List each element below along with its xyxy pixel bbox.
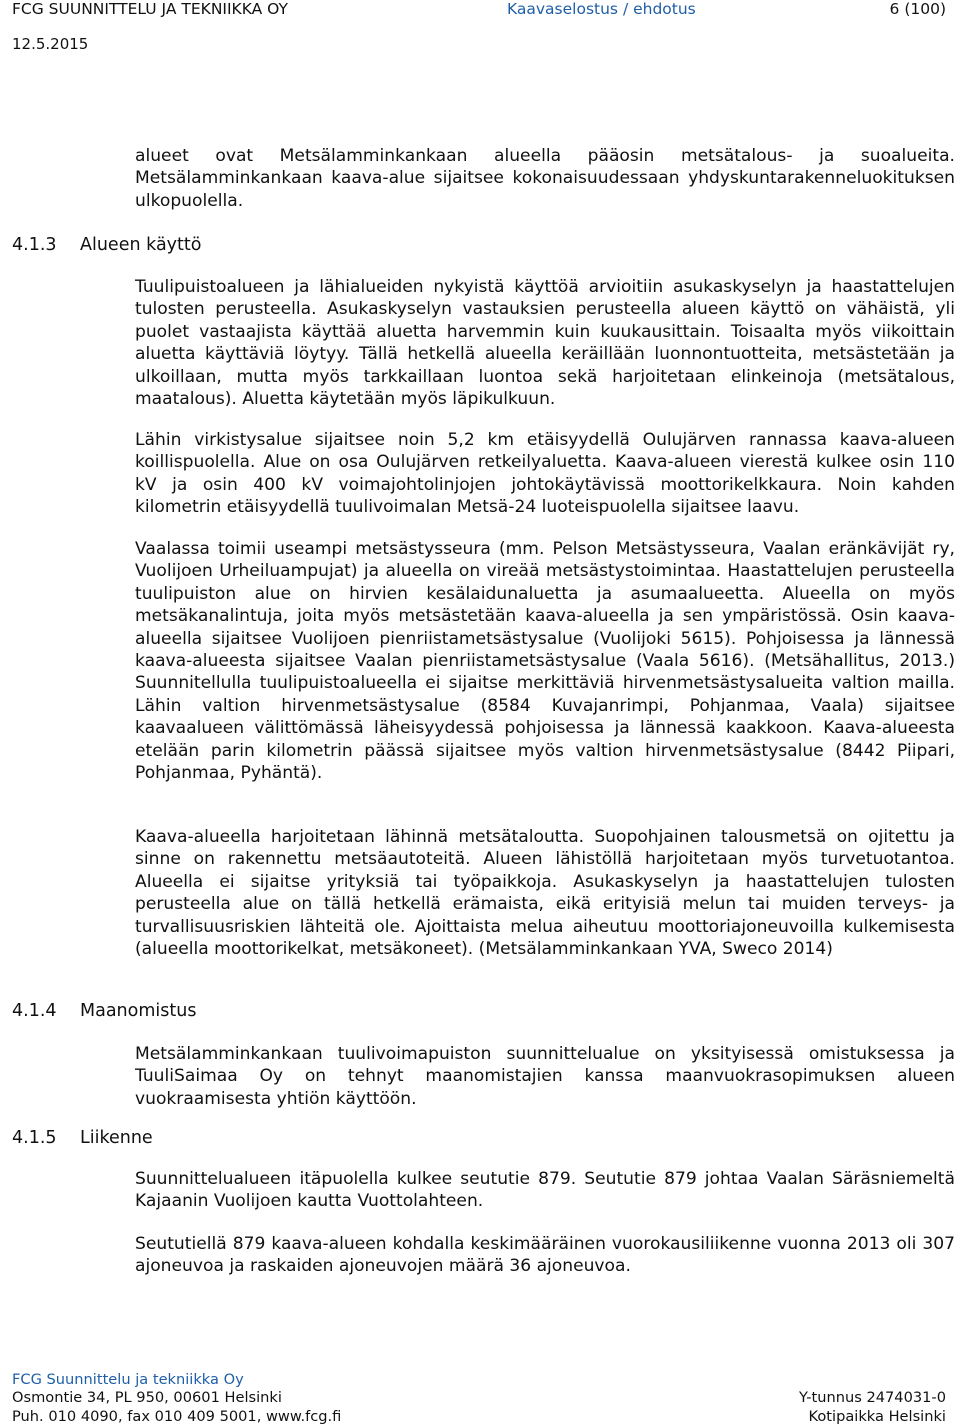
section-title: Maanomistus — [80, 1001, 197, 1021]
section-body-maanomistus — [135, 1043, 955, 1110]
section-number: 4.1.3 — [12, 235, 57, 255]
footer-contact: Puh. 010 4090, fax 010 409 5001, www.fcg.fi — [12, 1407, 342, 1425]
paragraph: Vaalassa toimii useampi metsästysseura (mm. Pelson Metsästysseura, Vaalan eränkävijät ry, Vuolijoen Urheiluampujat) ja alueella on vireää metsästystoimintaa. Haastattelujen perusteella tuulipuiston alue on hirvien kesälaidunaluetta ja asumaalueetta. Alueella on myös metsäkanalintuja, joita myös metsästetään kaava-alueella ja sen ympäristössä. Osin kaava-alueella sijaitsee Vuolijoen pienriistametsästysalue (Vuolijoki 5615). Pohjoisessa ja lännessä kaava-alueesta sijaitsee Vaalan pienriistametsästysalue (Vaala 5616). (Metsähallitus, 2013.) Suunnitellulla tuulipuistoalueella ei sijaitse merkittäviä hirvenmetsästysalueita valtion mailla. Lähin valtion hirvenmetsästysalue (8584 Kuvajanrimpi, Pohjanmaa, Vaala) sijaitsee kaavaalueen välittömässä läheisyydessä pohjoisessa ja lännessä kaakkoon. Kaava-alueesta etelään parin kilometrin päässä sijaitsee myös valtion hirvenmetsästysalue (8442 Piipari, Pohjanmaa, Pyhäntä). — [135, 539, 955, 784]
section-body-alueen-kaytto-3 — [135, 538, 955, 784]
header-page-number: 6 (100) — [889, 0, 946, 18]
header-document-type: Kaavaselostus / ehdotus — [507, 0, 696, 18]
paragraph: Seututiellä 879 kaava-alueen kohdalla keskimääräinen vuorokausiliikenne vuonna 2013 oli 307 ajoneuvoa ja raskaiden ajoneuvojen määrä 36 ajoneuvoa. — [135, 1234, 955, 1277]
footer-address: Osmontie 34, PL 950, 00601 Helsinki — [12, 1389, 282, 1407]
header-organization: FCG SUUNNITTELU JA TEKNIIKKA OY — [12, 0, 288, 18]
section-number: 4.1.4 — [12, 1001, 57, 1021]
paragraph: Suunnittelualueen itäpuolella kulkee seututie 879. Seututie 879 johtaa Vaalan Säräsniemeltä Kajaanin Vuolijoen kautta Vuottolahteen. — [135, 1169, 955, 1212]
footer-domicile: Kotipaikka Helsinki — [808, 1407, 946, 1425]
paragraph: Lähin virkistysalue sijaitsee noin 5,2 km etäisyydellä Oulujärven rannassa kaava-alueen koillispuolella. Alue on osa Oulujärven retkeilyaluetta. Kaava-alueen vierestä kulkee osin 110 kV ja osin 400 kV voimajohtolinjojen johtokäytävissä moottorikelkkaura. Noin kahden kilometrin etäisyydellä tuulivoimalan Metsä-24 luoteispuolella sijaitsee laavu. — [135, 430, 955, 518]
footer-right — [799, 1371, 946, 1426]
footer-company: FCG Suunnittelu ja tekniikka Oy — [12, 1371, 244, 1388]
section-body-alueen-kaytto-4 — [135, 826, 955, 960]
section-body-liikenne — [135, 1168, 955, 1213]
header-date: 12.5.2015 — [12, 35, 89, 53]
paragraph: Tuulipuistoalueen ja lähialueiden nykyistä käyttöä arvioitiin asukaskyselyn ja haastattelujen tulosten perusteella. Asukaskyselyn vastauksien perusteella alueen käyttö on vähäistä, yli puolet vastaajista käyttää aluetta harvemmin kuin kuukausittain. Toisaalta myös viikoittain aluetta käyttäviä löytyy. Tällä hetkellä alueella keräillään luonnontuotteita, metsästetään ja ulkoillaan, mutta myös tarkkaillaan luontoa sekä harjoitetaan elinkeinoja (metsätalous, maatalous). Aluetta käytetään myös läpikulkuun. — [135, 277, 955, 410]
section-title: Alueen käyttö — [80, 235, 202, 255]
section-body-alueen-kaytto — [135, 276, 955, 410]
section-body-alueen-kaytto-2 — [135, 429, 955, 519]
footer-business-id: Y-tunnus 2474031-0 — [799, 1389, 946, 1407]
page-header — [12, 0, 948, 56]
footer-left — [12, 1371, 341, 1426]
section-body-liikenne-2 — [135, 1233, 955, 1278]
section-heading-liikenne — [12, 1128, 153, 1148]
section-number: 4.1.5 — [12, 1128, 57, 1148]
intro-paragraph: alueet ovat Metsälamminkankaan alueella pääosin metsätalous- ja suoalueita. Metsälamminkankaan kaava-alue sijaitsee kokonaisuudessaan yhdyskuntarakenneluokituksen ulkopuolella. — [135, 146, 955, 211]
section-heading-alueen-kaytto — [12, 235, 201, 255]
section-heading-maanomistus — [12, 1001, 196, 1021]
paragraph: Kaava-alueella harjoitetaan lähinnä metsätaloutta. Suopohjainen talousmetsä on ojitettu ja sinne on rakennettu metsäautoteitä. Alueen lähistöllä harjoitetaan myös turvetuotantoa. Alueella ei sijaitse yrityksiä tai työpaikkoja. Asukaskyselyn ja haastattelujen tulosten perusteella alue on tällä hetkellä erämaista, eikä erityisiä melun tai muiden terveys- ja turvallisuusriskien lähteitä ole. Ajoittaista melua aiheutuu moottoriajoneuvoilla kulkemisesta (alueella moottorikelkat, metsäkoneet). (Metsälamminkankaan YVA, Sweco 2014) — [135, 827, 955, 960]
section-title: Liikenne — [80, 1128, 153, 1148]
intro-block — [135, 145, 955, 212]
paragraph: Metsälamminkankaan tuulivoimapuiston suunnittelualue on yksityisessä omistuksessa ja TuuliSaimaa Oy on tehnyt maanomistajien kanssa maanvuokrasopimuksen alueen vuokraamisesta yhtiön käyttöön. — [135, 1044, 955, 1109]
